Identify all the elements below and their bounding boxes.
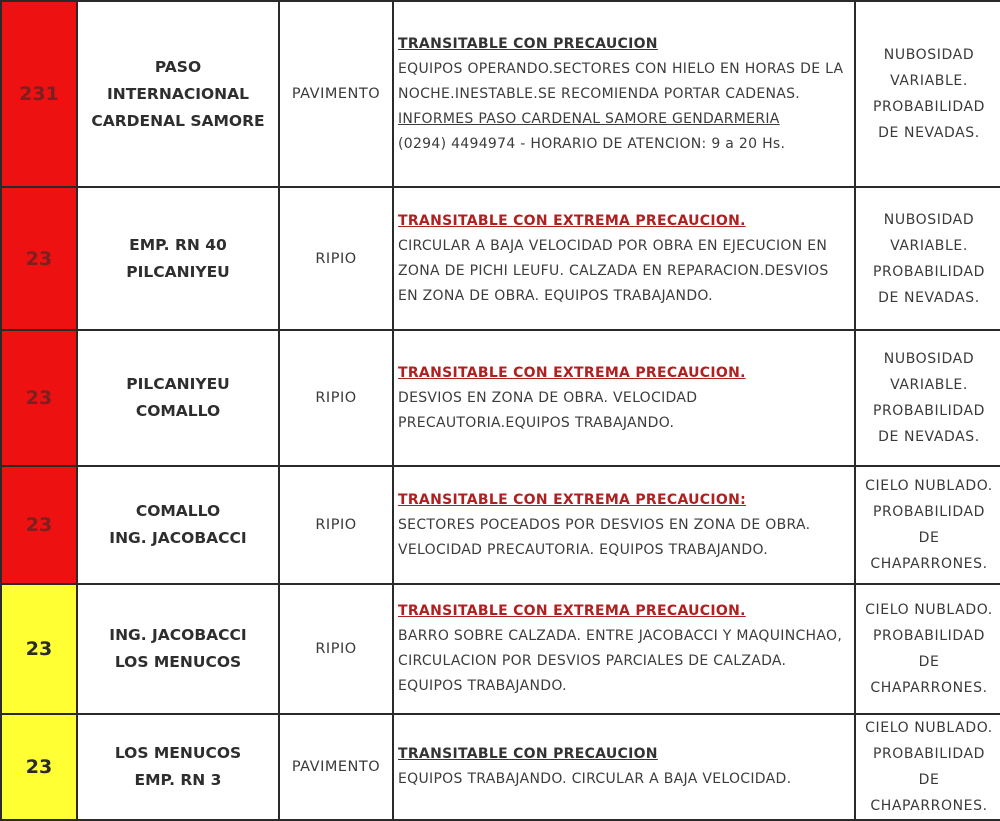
route-number-cell: 23 [1,714,77,820]
estado-phone: (0294) 4494974 - HORARIO DE ATENCION: 9 a 20 Hs. [398,135,786,152]
clima-line: CHAPARRONES. [870,680,988,696]
table-row [1,584,1000,714]
estado-heading: TRANSITABLE CON EXTREMA PRECAUCION. [398,212,746,229]
clima-cell [855,714,1000,820]
clima-line: DE [918,530,940,546]
clima-line: PROBABILIDAD [872,746,986,762]
route-number-cell: 23 [1,187,77,330]
clima-line: CIELO NUBLADO. [865,478,993,494]
estado-heading: TRANSITABLE CON EXTREMA PRECAUCION. [398,364,746,381]
calzada-cell: RIPIO [279,584,393,714]
clima-line: CHAPARRONES. [870,556,988,572]
clima-line: CIELO NUBLADO. [865,602,993,618]
estado-cell [393,584,855,714]
estado-heading: TRANSITABLE CON EXTREMA PRECAUCION: [398,491,747,508]
table-row [1,330,1000,466]
clima-line: CIELO NUBLADO. [865,720,993,736]
tramo-line: CARDENAL SAMORE [91,111,265,130]
estado-body: DESVIOS EN ZONA DE OBRA. VELOCIDAD PRECAUTORIA.EQUIPOS TRABAJANDO. [398,389,698,431]
estado-heading: TRANSITABLE CON EXTREMA PRECAUCION. [398,603,746,619]
clima-line: PROBABILIDAD [872,504,986,520]
table-row [1,1,1000,187]
estado-body: EQUIPOS TRABAJANDO. CIRCULAR A BAJA VELOCIDAD. [398,771,792,787]
tramo-line: ING. JACOBACCI [109,626,247,644]
calzada-cell: RIPIO [279,330,393,466]
estado-heading: TRANSITABLE CON PRECAUCION [398,35,658,52]
tramo-line: PASO [154,57,202,76]
clima-line: DE NEVADAS. [878,289,980,306]
tramo-line: LOS MENUCOS [114,653,242,671]
clima-line: DE NEVADAS. [878,125,980,141]
calzada-cell: PAVIMENTO [279,1,393,187]
estado-body: BARRO SOBRE CALZADA. ENTRE JACOBACCI Y MAQUINCHAO, CIRCULACION POR DESVIOS PARCIALES DE CALZADA. EQUIPOS TRABAJANDO. [398,628,843,694]
clima-line: CHAPARRONES. [870,798,988,814]
clima-line: DE [918,772,940,788]
clima-line: NUBOSIDAD [883,351,975,367]
tramo-line: COMALLO [135,502,221,520]
estado-cell [393,330,855,466]
calzada-cell: RIPIO [279,466,393,584]
tramo-cell [77,584,279,714]
clima-cell [855,187,1000,330]
tramo-line: LOS MENUCOS [114,744,242,762]
clima-line: PROBABILIDAD [872,99,986,115]
clima-line: NUBOSIDAD [883,47,975,63]
tramo-cell [77,1,279,187]
calzada-cell: RIPIO [279,187,393,330]
table-row [1,714,1000,820]
clima-line: PROBABILIDAD [872,263,986,280]
tramo-line: EMP. RN 3 [134,771,222,789]
route-number-cell: 23 [1,466,77,584]
clima-line: PROBABILIDAD [872,403,986,419]
calzada-cell: PAVIMENTO [279,714,393,820]
tramo-cell [77,714,279,820]
estado-cell [393,466,855,584]
route-number-cell: 23 [1,584,77,714]
route-number-cell: 23 [1,330,77,466]
clima-line: VARIABLE. [890,73,968,89]
tramo-cell [77,187,279,330]
table-row [1,187,1000,330]
tramo-line: COMALLO [135,402,221,420]
estado-heading: TRANSITABLE CON PRECAUCION [398,746,658,762]
tramo-line: PILCANIYEU [126,375,230,393]
tramo-line: ING. JACOBACCI [109,529,247,547]
estado-body: CIRCULAR A BAJA VELOCIDAD POR OBRA EN EJECUCION EN ZONA DE PICHI LEUFU. CALZADA EN REPARACION.DESVIOS EN ZONA DE OBRA. EQUIPOS TRABAJANDO. [398,237,829,304]
table-row [1,466,1000,584]
route-number-cell: 231 [1,1,77,187]
tramo-line: INTERNACIONAL [107,84,249,103]
estado-cell [393,1,855,187]
estado-cell [393,714,855,820]
clima-line: DE [918,654,940,670]
clima-cell [855,1,1000,187]
clima-line: VARIABLE. [890,237,968,254]
clima-line: VARIABLE. [890,377,968,393]
estado-cell [393,187,855,330]
clima-cell [855,584,1000,714]
clima-line: PROBABILIDAD [872,628,986,644]
estado-body: SECTORES POCEADOS POR DESVIOS EN ZONA DE OBRA. VELOCIDAD PRECAUTORIA. EQUIPOS TRABAJANDO. [398,516,811,558]
clima-cell [855,330,1000,466]
clima-line: DE NEVADAS. [878,429,980,445]
clima-line: NUBOSIDAD [883,211,975,228]
tramo-line: PILCANIYEU [126,262,230,281]
clima-cell [855,466,1000,584]
estado-body: EQUIPOS OPERANDO.SECTORES CON HIELO EN HORAS DE LA NOCHE.INESTABLE.SE RECOMIENDA PORTAR CADENAS. [398,60,844,102]
tramo-cell [77,466,279,584]
estado-info-link[interactable]: INFORMES PASO CARDENAL SAMORE GENDARMERIA [398,110,780,127]
tramo-line: EMP. RN 40 [129,235,227,254]
tramo-cell [77,330,279,466]
